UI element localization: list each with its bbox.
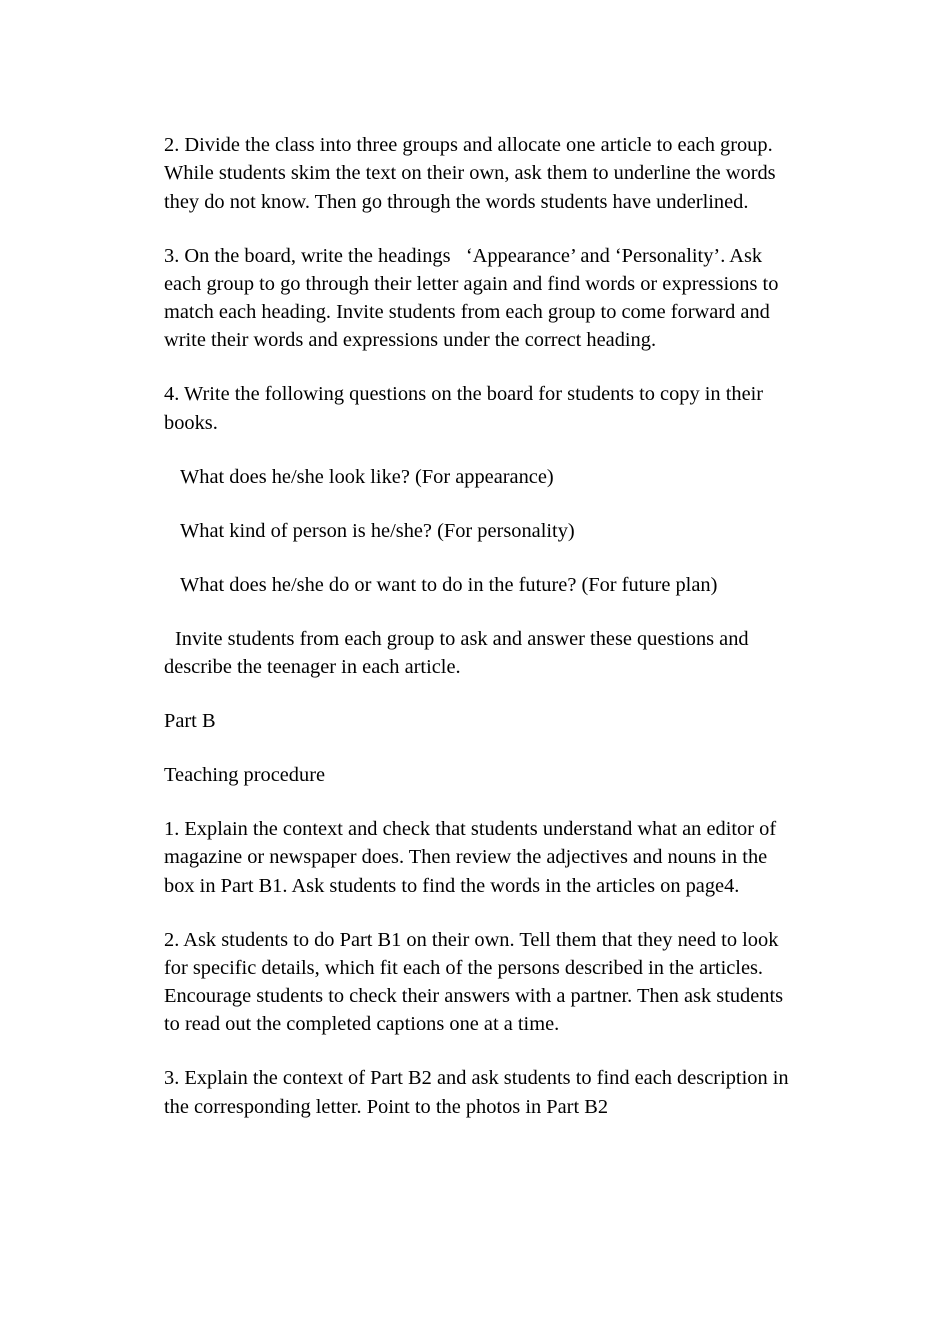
paragraph-b-step-1: 1. Explain the context and check that students understand what an editor of magazine or newspaper does. Then review the adjectives and nouns in the box in Part B1. Ask students to find the words in the articles on page4. [164, 817, 782, 897]
question-personality: What kind of person is he/she? (For personality) [180, 519, 575, 542]
section-heading-part-b: Part B [164, 709, 216, 732]
paragraph-b-step-2: 2. Ask students to do Part B1 on their own. Tell them that they need to look for specific details, which fit each of the persons described in the articles. Encourage students to check their answers with a partner. Then ask students to read out the completed captions one at a time. [164, 928, 789, 1036]
document-body [164, 131, 794, 1147]
paragraph-step-3: 3. On the board, write the headings ‘Appearance’ and ‘Personality’. Ask each group to go through their letter again and find words or expressions to match each heading. Invite students from each group to come forward and write their words and expressions under the correct heading. [164, 244, 784, 352]
paragraph-step-2: 2. Divide the class into three groups and allocate one article to each group. While students skim the text on their own, ask them to underline the words they do not know. Then go through the words students have underlined. [164, 134, 781, 213]
question-future-plan: What does he/she do or want to do in the future? (For future plan) [180, 573, 718, 596]
subheading-teaching-procedure: Teaching procedure [164, 763, 326, 786]
paragraph-step-4: 4. Write the following questions on the board for students to copy in their books. [164, 383, 769, 434]
question-appearance: What does he/she look like? (For appearance) [180, 465, 554, 488]
paragraph-invite-students [164, 625, 794, 682]
paragraph-b-step-3: 3. Explain the context of Part B2 and ask students to find each description in the corresponding letter. Point to the photos in Part B2 [164, 1067, 794, 1118]
paragraph-invite-text: Invite students from each group to ask and answer these questions and describe the teenager in each article. [164, 627, 754, 678]
indent-spacer [164, 628, 175, 650]
